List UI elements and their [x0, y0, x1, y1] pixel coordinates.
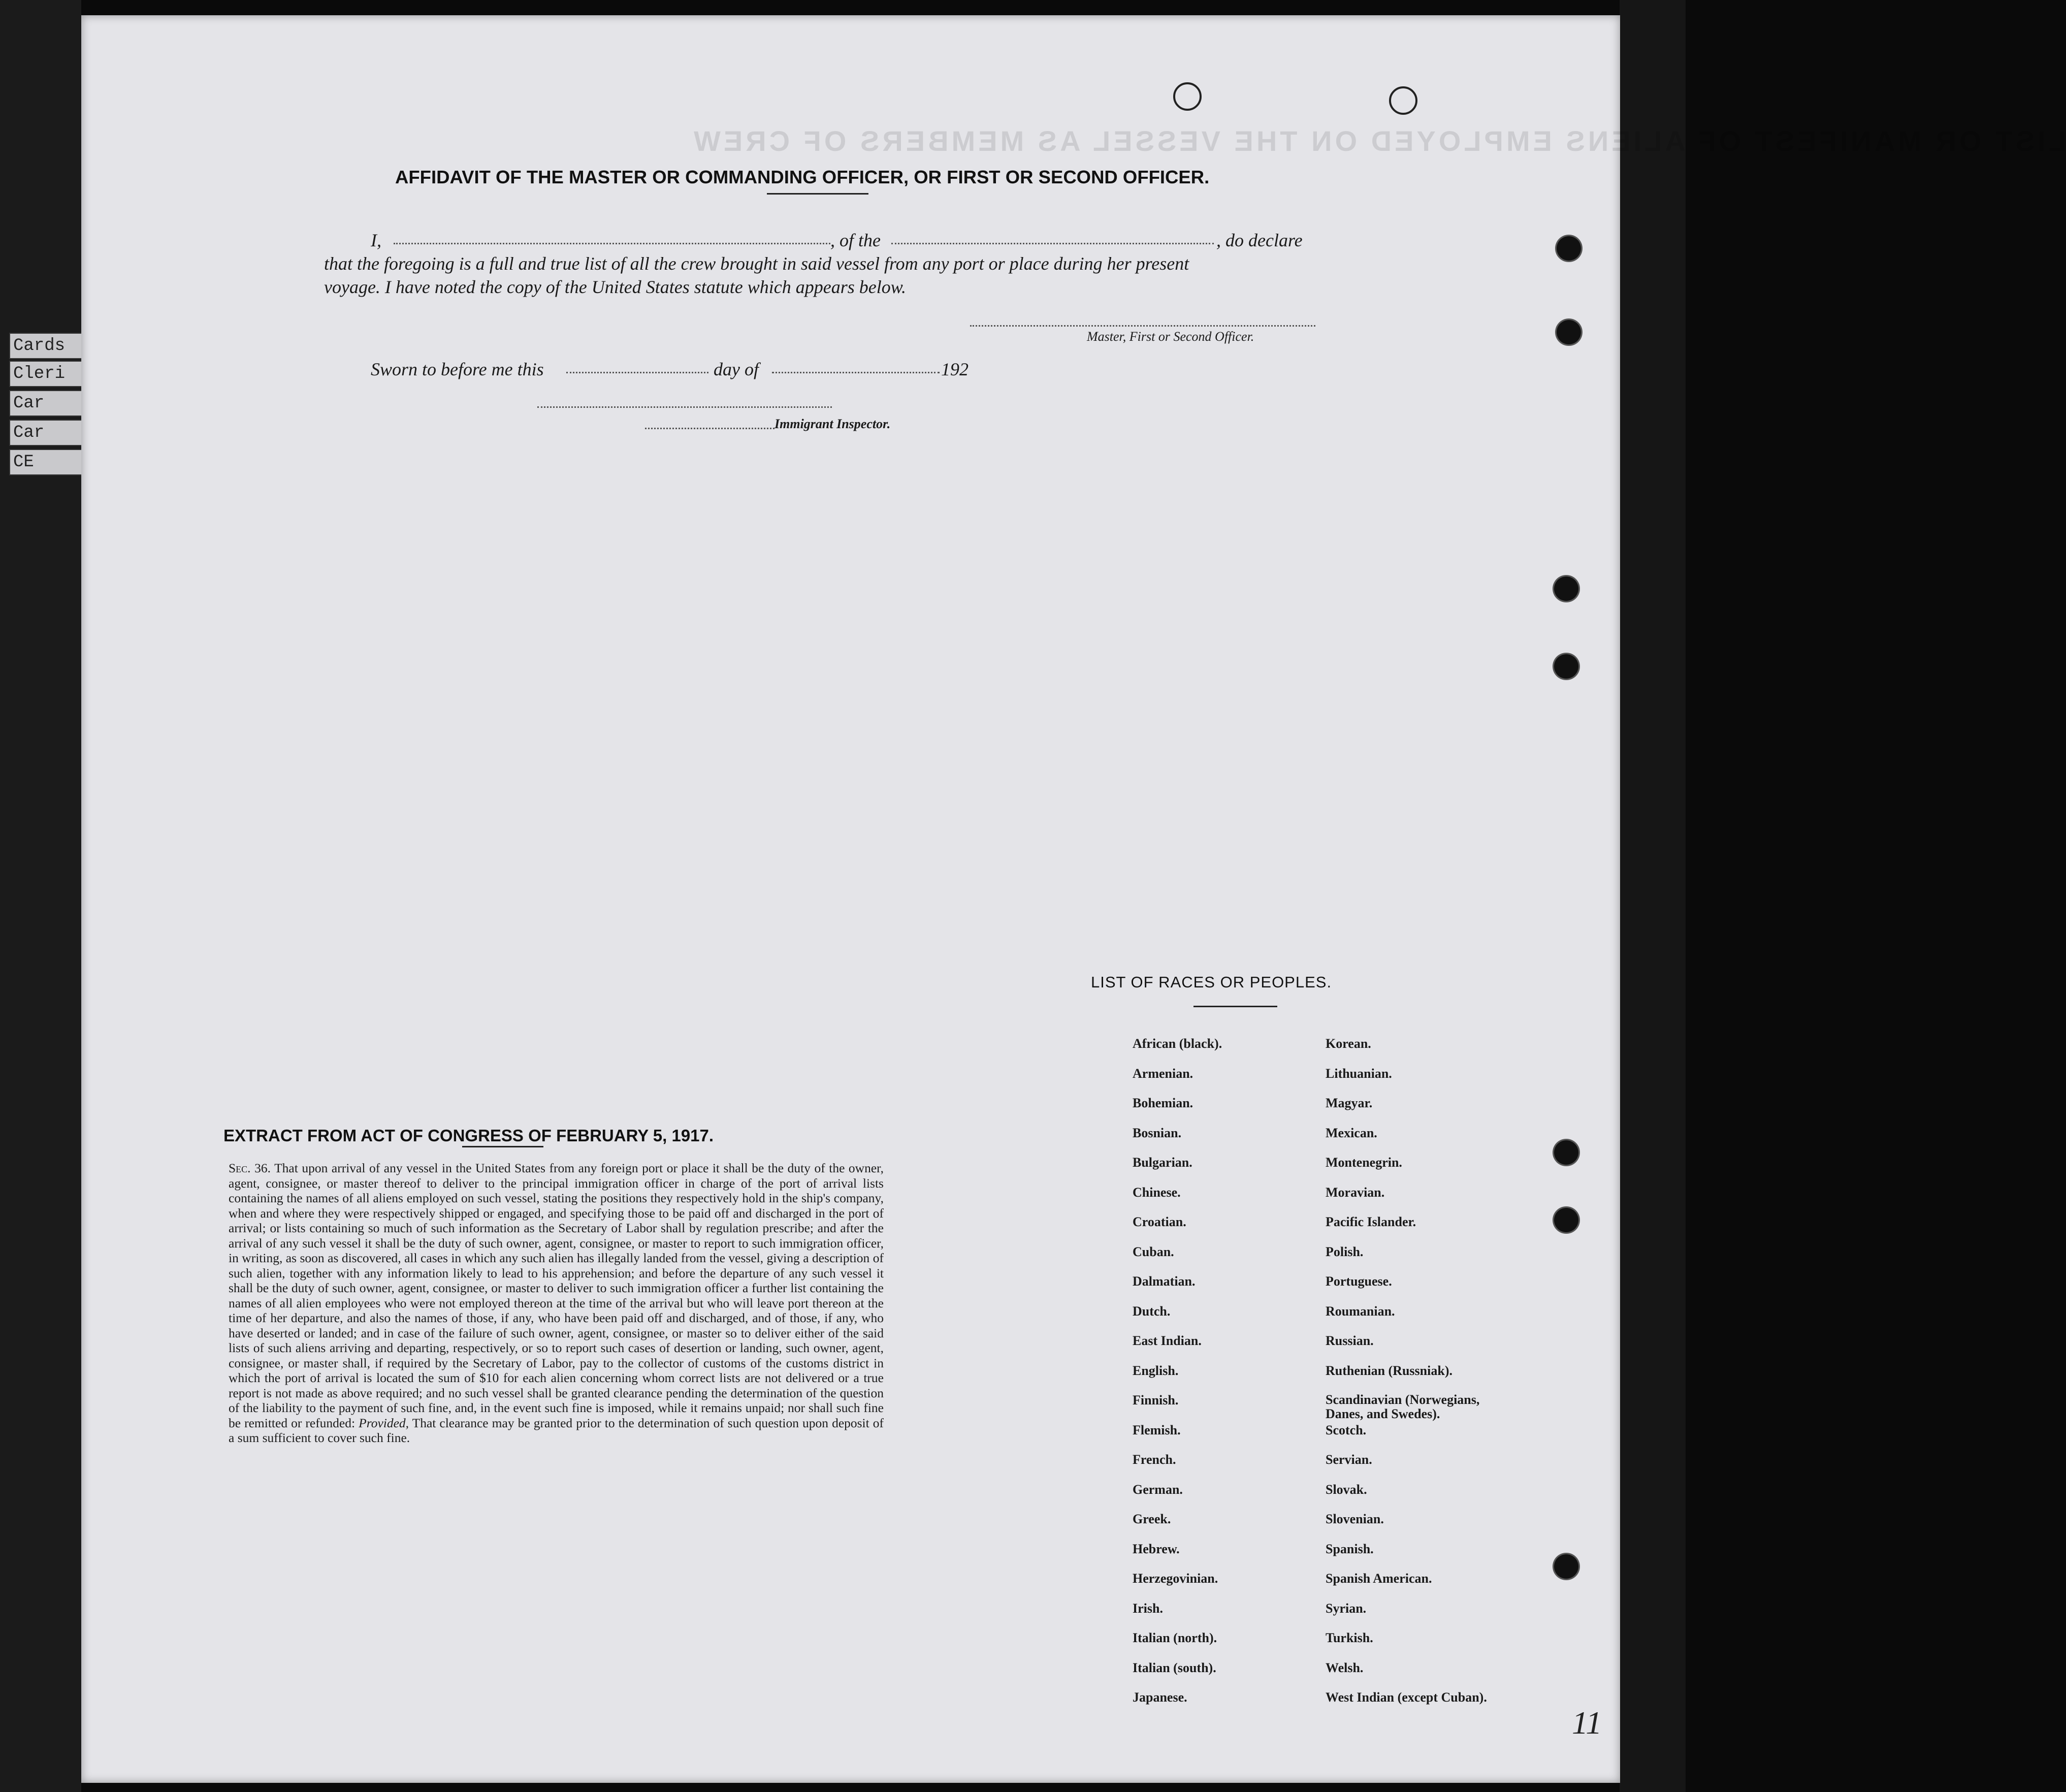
index-tab: Car: [9, 420, 85, 446]
race-item-right: Lithuanian.: [1326, 1066, 1392, 1081]
heading-rule: [767, 193, 868, 195]
affidavit-heading: AFFIDAVIT OF THE MASTER OR COMMANDING OFFICER, OR FIRST OR SECOND OFFICER.: [395, 167, 1210, 187]
race-item-left: Armenian.: [1133, 1066, 1193, 1081]
inspector-caption: Immigrant Inspector.: [774, 417, 891, 431]
punch-hole-icon: [1557, 320, 1581, 344]
sworn-day-blank: [566, 372, 708, 373]
punch-hole-icon: [1554, 1208, 1578, 1232]
punch-hole-icon: [1554, 577, 1578, 601]
race-item-right: Ruthenian (Russniak).: [1326, 1363, 1452, 1378]
punch-hole-icon: [1557, 236, 1581, 261]
signature-caption: Master, First or Second Officer.: [1087, 329, 1254, 344]
race-item-left: English.: [1133, 1363, 1179, 1378]
affidavit-of-the: , of the: [830, 230, 881, 250]
race-item-left: Hebrew.: [1133, 1541, 1180, 1556]
inspector-caption-line: [645, 428, 774, 429]
race-item-right: Syrian.: [1326, 1601, 1367, 1616]
vessel-blank-line: [891, 243, 1214, 244]
race-item-right: Roumanian.: [1326, 1303, 1395, 1319]
race-item-left: Dutch.: [1133, 1303, 1171, 1319]
race-item-left: Japanese.: [1133, 1690, 1187, 1705]
race-item-right: Scandinavian (Norwegians, Danes, and Swedes).: [1326, 1392, 1480, 1421]
affidavit-line-3: voyage. I have noted the copy of the United States statute which appears below.: [324, 277, 907, 297]
affidavit-i: I,: [371, 230, 381, 250]
right-binding-strip: [1620, 0, 1686, 1792]
affidavit-line-2: that the foregoing is a full and true list of all the crew brought in said vessel from any port or place during her present: [324, 253, 1189, 274]
extract-heading: EXTRACT FROM ACT OF CONGRESS OF FEBRUARY 5, 1917.: [223, 1126, 714, 1145]
index-tab: Cleri: [9, 361, 85, 387]
bleed-through-heading: LIST OR MANIFEST OF ALIENS EMPLOYED ON THE VESSEL AS MEMBERS OF CREW: [691, 125, 2066, 157]
index-tab: Cards: [9, 333, 85, 359]
race-item-left: Flemish.: [1133, 1422, 1181, 1437]
race-item-right: Welsh.: [1326, 1660, 1364, 1675]
sworn-prefix: Sworn to before me this: [371, 359, 544, 379]
race-item-right: Mexican.: [1326, 1125, 1377, 1140]
affidavit-do-declare: , do declare: [1216, 230, 1303, 250]
statute-body: That upon arrival of any vessel in the United States from any foreign port or place it shall be the duty of the owner, agent, consignee, or master thereof to deliver to the principal immigration officer in charge of the port of arrival lists containing the names of all aliens employed on such vessel, stating the positions they respectively hold in the ship's company, when and where they were respectively shipped or engaged, and specifying those to be paid off and discharged in the port of arrival; or lists containing so much of such information as the Secretary of Labor shall by regulation prescribe; and after the arrival of any such vessel it shall be the duty of such owner, agent, consignee, or master to report to such immigration officer, in writing, as soon as discovered, all cases in which any such alien has illegally landed from the vessel, giving a description of such alien, together with any information likely to lead to his apprehension; and before the departure of any such vessel it shall be the duty of such owner, agent, consignee, or master to deliver to such immigration officer a further list containing the names of all alien employees who were not employed thereon at the time of the arrival but who will leave port thereon at the time of her departure, and also the names of those, if any, who have been paid off and discharged, and of those, if any, who have deserted or landed; and in case of the failure of such owner, agent, consignee, or master so to deliver either of the said lists of such aliens arriving and departing, respectively, or so to report such cases of desertion or landing, such owner, agent, consignee, or master shall, if required by the Secretary of Labor, pay to the collector of customs of the customs district in which the port of arrival is located the sum of $10 for each alien concerning whom correct lists are not delivered or a true report is not made as above required; and no such vessel shall be granted clearance pending the determination of the question of the liability to the payment of such fine, and, in the event such fine is imposed, while it remains unpaid; nor shall such fine be remitted or refunded:: [229, 1161, 884, 1430]
race-item-left: German.: [1133, 1482, 1183, 1497]
section-label: Sec. 36.: [229, 1161, 271, 1175]
race-item-right: Pacific Islander.: [1326, 1214, 1416, 1229]
race-item-right: West Indian (except Cuban).: [1326, 1690, 1487, 1705]
race-item-left: Chinese.: [1133, 1185, 1181, 1200]
race-item-right: Turkish.: [1326, 1630, 1373, 1645]
punch-hole-icon: [1554, 1140, 1578, 1165]
race-item-left: French.: [1133, 1452, 1176, 1467]
races-list: [1133, 1036, 1529, 1722]
race-item-left: Italian (south).: [1133, 1660, 1216, 1675]
race-item-left: Bosnian.: [1133, 1125, 1182, 1140]
race-item-right: Slovak.: [1326, 1482, 1367, 1497]
race-item-left: Italian (north).: [1133, 1630, 1217, 1645]
race-item-left: Greek.: [1133, 1512, 1171, 1526]
race-item-right: Scotch.: [1326, 1422, 1367, 1437]
race-item-left: Finnish.: [1133, 1393, 1179, 1407]
punch-hole-icon: [1173, 82, 1202, 111]
signature-line: [970, 325, 1315, 327]
race-item-right: Servian.: [1326, 1452, 1372, 1467]
race-item-left: Croatian.: [1133, 1214, 1186, 1229]
punch-hole-icon: [1554, 654, 1578, 679]
handwritten-annotation: 11: [1572, 1705, 1602, 1741]
race-item-left: Herzegovinian.: [1133, 1571, 1218, 1586]
provided-text: That clearance may be granted prior to the determination of such question upon deposit of a sum sufficient to cover such fine.: [229, 1415, 884, 1445]
race-item-left: Irish.: [1133, 1601, 1163, 1616]
race-item-right: Korean.: [1326, 1036, 1371, 1051]
race-item-left: Bulgarian.: [1133, 1155, 1192, 1170]
left-binding-strip: [0, 0, 81, 1792]
sworn-month-blank: [772, 372, 940, 373]
race-item-right: Spanish American.: [1326, 1571, 1432, 1586]
race-item-right: Montenegrin.: [1326, 1155, 1402, 1170]
punch-hole-icon: [1389, 86, 1417, 115]
sworn-year: 192: [941, 359, 969, 379]
index-tab: CE: [9, 449, 85, 475]
document-page: [81, 15, 2066, 1783]
statute-extract: [229, 1161, 884, 1446]
race-item-right: Portuguese.: [1326, 1274, 1392, 1289]
name-blank-line: [394, 243, 830, 244]
race-item-right: Moravian.: [1326, 1185, 1385, 1200]
index-tab: Car: [9, 390, 85, 417]
extract-heading-rule: [462, 1146, 543, 1147]
race-item-right: Russian.: [1326, 1333, 1374, 1348]
race-item-right: Slovenian.: [1326, 1512, 1384, 1526]
race-item-right: Spanish.: [1326, 1541, 1374, 1556]
race-item-left: African (black).: [1133, 1036, 1222, 1051]
race-item-left: Dalmatian.: [1133, 1274, 1196, 1289]
race-item-left: Cuban.: [1133, 1244, 1174, 1259]
races-heading-rule: [1193, 1006, 1277, 1007]
sworn-day-of: day of: [714, 359, 759, 379]
provided-label: Provided,: [359, 1415, 409, 1430]
inspector-signature-line: [537, 406, 832, 408]
races-heading: LIST OF RACES OR PEOPLES.: [1091, 973, 1332, 991]
race-item-right: Magyar.: [1326, 1096, 1373, 1110]
punch-hole-icon: [1554, 1554, 1578, 1579]
race-item-left: Bohemian.: [1133, 1096, 1193, 1110]
race-item-right: Polish.: [1326, 1244, 1364, 1259]
race-item-left: East Indian.: [1133, 1333, 1202, 1348]
